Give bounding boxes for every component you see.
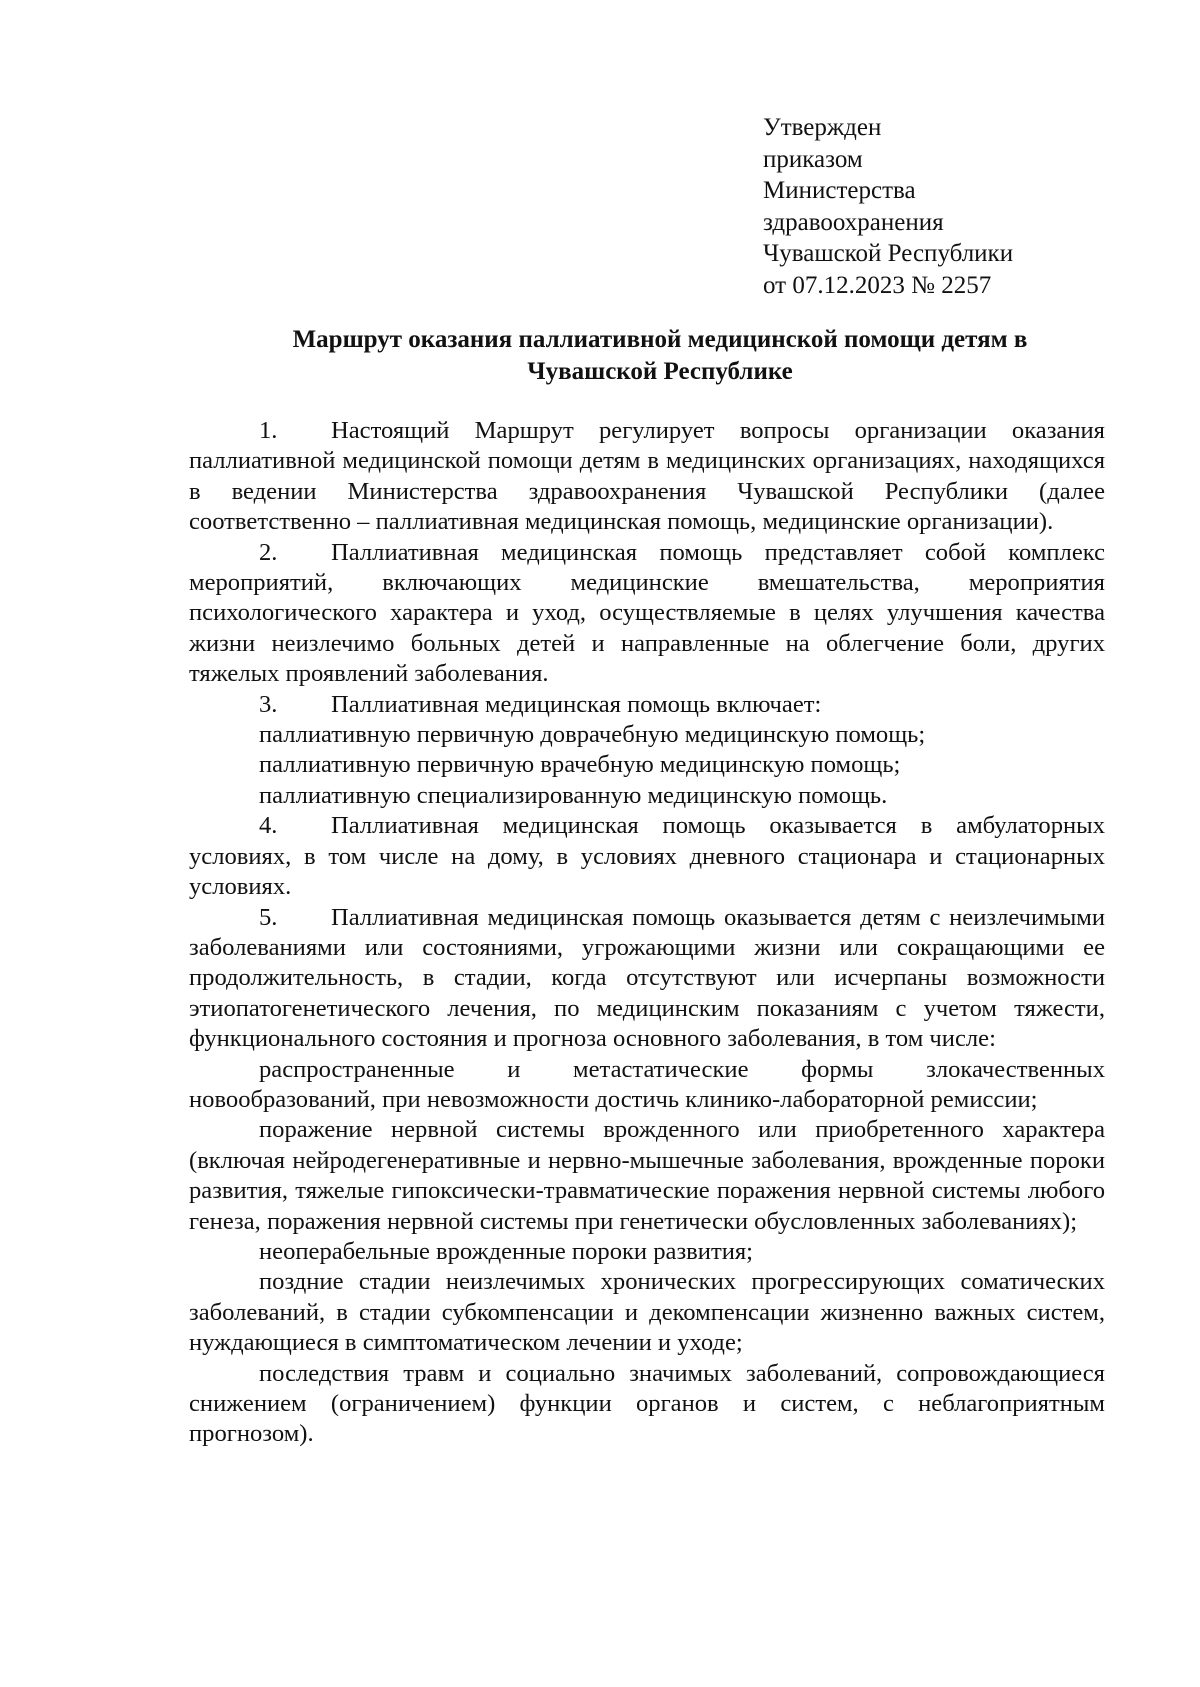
paragraph-text: Настоящий Маршрут регулирует вопросы организации оказания паллиативной медицинской помощи детям в медицинских организациях, находящихся в ведении Министерства здравоохранения Чувашской Республики (далее соответственно – паллиативная медицинская помощь, медицинские организации). xyxy=(189,417,1105,536)
approval-line: приказом xyxy=(763,145,863,173)
paragraph-text: Паллиативная медицинская помощь включает: xyxy=(331,690,822,718)
list-item-text: паллиативную первичную врачебную медицинскую помощь; xyxy=(259,751,901,779)
list-item xyxy=(189,1359,1105,1450)
list-item-text: поздние стадии неизлечимых хронических прогрессирующих соматических заболеваний, в стадии субкомпенсации и декомпенсации жизненно важных систем, нуждающиеся в симптоматическом лечении и уходе; xyxy=(189,1268,1105,1357)
approval-line: здравоохранения xyxy=(763,208,944,236)
paragraph-text: Паллиативная медицинская помощь оказывается детям с неизлечимыми заболеваниями или состояниями, угрожающими жизни или сокращающими ее продолжительность, в стадии, когда отсутствуют или исчерпаны возможности этиопатогенетического лечения, по медицинским показаниям с учетом тяжести, функционального состояния и прогноза основного заболевания, в том числе: xyxy=(189,903,1105,1053)
paragraph-number: 1. xyxy=(259,417,278,444)
paragraph-number: 2. xyxy=(259,538,278,566)
approval-line: Министерства xyxy=(763,177,916,204)
list-item xyxy=(189,1115,1105,1237)
paragraph-2 xyxy=(189,538,1105,690)
approval-line: Утвержден xyxy=(763,114,882,141)
paragraph-text: Паллиативная медицинская помощь представляет собой комплекс мероприятий, включающих медицинские вмешательства, мероприятия психологического характера и уход, осуществляемые в целях улучшения качества жизни неизлечимо больных детей и направленные на облегчение боли, других тяжелых проявлений заболевания. xyxy=(189,538,1105,688)
list-item-text: неоперабельные врожденные пороки развития; xyxy=(259,1237,754,1265)
list-item xyxy=(189,781,1105,811)
document-title-line: Чувашской Республике xyxy=(527,358,793,385)
paragraph-1 xyxy=(189,416,1105,538)
list-item xyxy=(189,720,1105,750)
list-item-text: последствия травм и социально значимых заболеваний, сопровождающиеся снижением (ограничением) функции органов и систем, с неблагоприятным прогнозом). xyxy=(189,1359,1105,1448)
paragraph-number: 5. xyxy=(259,903,278,931)
document-title xyxy=(200,324,1120,388)
paragraph-number: 4. xyxy=(259,812,278,840)
paragraph-5 xyxy=(189,903,1105,1055)
document-body xyxy=(189,416,1105,1450)
list-item-text: паллиативную специализированную медицинскую помощь. xyxy=(259,781,888,809)
list-item xyxy=(189,750,1105,780)
approval-line: Чувашской Республики xyxy=(763,240,1014,267)
list-item xyxy=(189,1237,1105,1267)
paragraph-3 xyxy=(189,690,1105,720)
list-item xyxy=(189,1267,1105,1358)
approval-stamp-block xyxy=(763,112,1123,301)
list-item xyxy=(189,1055,1105,1116)
list-item-text: паллиативную первичную доврачебную медицинскую помощь; xyxy=(259,721,926,749)
approval-order-number: от 07.12.2023 № 2257 xyxy=(763,271,992,299)
document-title-line: Маршрут оказания паллиативной медицинской помощи детям в xyxy=(292,326,1028,353)
paragraph-number: 3. xyxy=(259,690,278,718)
paragraph-4 xyxy=(189,811,1105,902)
list-item-text: распространенные и метастатические формы злокачественных новообразований, при невозможности достичь клинико-лабораторной ремиссии; xyxy=(189,1055,1105,1113)
list-item-text: поражение нервной системы врожденного или приобретенного характера (включая нейродегенеративные и нервно-мышечные заболевания, врожденные пороки развития, тяжелые гипоксически-травматические поражения нервной системы любого генеза, поражения нервной системы при генетически обусловленных заболеваниях); xyxy=(189,1116,1105,1235)
paragraph-text: Паллиативная медицинская помощь оказывается в амбулаторных условиях, в том числе на дому, в условиях дневного стационара и стационарных условиях. xyxy=(189,812,1105,901)
